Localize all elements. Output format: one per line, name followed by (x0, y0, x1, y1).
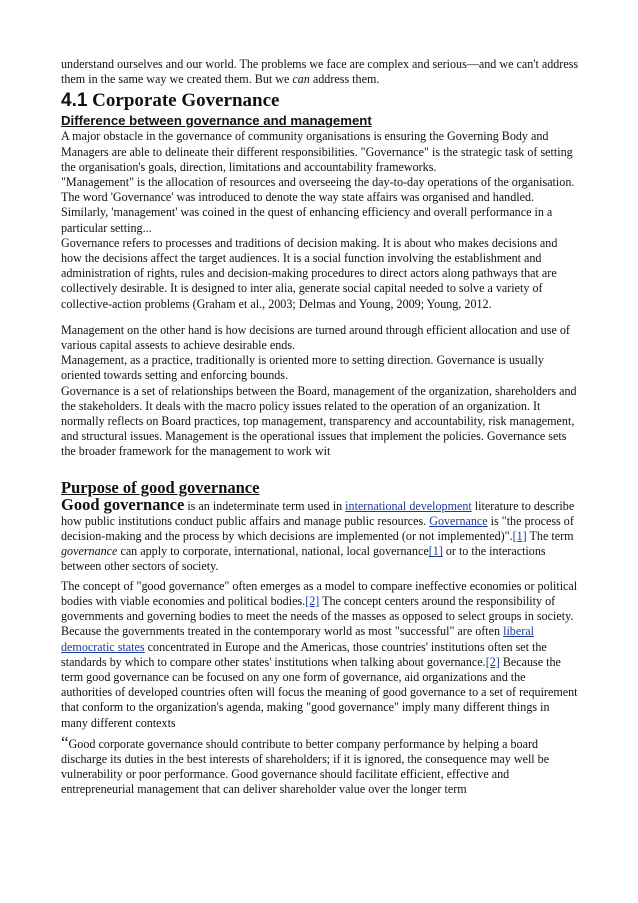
spacer (61, 460, 579, 472)
section-title-text: Corporate Governance (92, 90, 280, 112)
intro-emphasis: can (292, 72, 310, 87)
intro-text-2: address them. (309, 72, 380, 87)
paragraph-5: Management on the other hand is how decisions are turned around through efficient allocation and use of various capital assests to achieve desirable ends. (61, 322, 570, 353)
text-run: concentrated in Europe and the Americas, those countries' institutions often set the standards by which to compare other states' institutions when talking about governance. (61, 639, 547, 669)
reference-1-link[interactable]: [1] (428, 544, 443, 559)
paragraph-4: Governance refers to processes and traditions of decision making. It is about who makes decisions and how the decisions affect the target audiences. It is a social function involving the establishment and administration of rights, rules and decision-making procedures to direct actors along pathways that are collectively desirable. It is designed to inter alia, generate social capital needed to solve a variety of collective-action problems (Graham et al., 2003; Delmas and Young, 2009; Young, 2012. (61, 235, 558, 311)
purpose-heading: Purpose of good governance (61, 477, 260, 497)
spacer (61, 312, 579, 323)
text-run: is an indeterminate term used in (184, 498, 346, 513)
governance-emphasis: governance (61, 544, 118, 559)
open-quote: “ (61, 732, 69, 752)
text-run: literature to describe how public institutions conduct public affairs and manage public resources. (61, 498, 575, 528)
document-page (61, 57, 579, 798)
text-run: The concept of "good governance" often emerges as a model to compare ineffective economies or political bodies with viable economies and political bodies. (61, 578, 578, 608)
intro-text-1: understand ourselves and our world. The problems we face are complex and serious—and we can't address them in the same way we created them. But we (61, 57, 579, 87)
text-run: can apply to corporate, international, national, local governance (117, 544, 429, 559)
governance-link[interactable]: Governance (429, 513, 488, 528)
paragraph-3: The word 'Governance' was introduced to denote the way state affairs was organised and handled. Similarly, 'management' was coined in the quest of enhancing efficiency and overall performance in a particular setting... (61, 190, 553, 235)
section-title (61, 91, 579, 111)
intro-paragraph (61, 57, 579, 87)
purpose-paragraph-2 (61, 579, 579, 731)
sub-heading: Difference between governance and management (61, 113, 372, 129)
purpose-paragraph-1 (61, 494, 579, 575)
reference-2-link[interactable]: [2] (485, 654, 500, 669)
text-run: is "the process of decision-making and the process by which decisions are implemented (or not implemented)". (61, 513, 574, 544)
paragraph-2: "Management" is the allocation of resources and overseeing the day-to-day operations of the organisation. (61, 175, 575, 190)
paragraph-1: A major obstacle in the governance of community organisations is ensuring the Governing Body and Managers are able to delineate their different responsibilities. "Governance" is the strategic task of setting the organisation's goals, direction, limitations and accountability frameworks. (61, 129, 573, 174)
paragraph-6: Management, as a practice, traditionally is oriented more to setting direction. Governance is usually oriented towards setting and enforcing bounds. (61, 353, 544, 383)
reference-2-link[interactable]: [2] (305, 593, 320, 608)
text-run: The concept centers around the responsibility of governments and governing bodies to meet the needs of the masses as opposed to select groups in society. Because the governments treated in the contemporary world as most "successful" are often (61, 593, 574, 639)
text-run: The term (526, 529, 574, 544)
text-run: Because the term good governance can be focused on any one form of governance, aid organizations and the authorities of developed countries often will focus the meaning of good governance to a set of requirement that conform to the organization's agenda, making "good governance" imply many different things in many different contexts (61, 654, 578, 730)
text-run: or to the interactions between other sectors of society. (61, 544, 546, 574)
paragraph-7: Governance is a set of relationships between the Board, management of the organization, shareholders and the stakeholders. It deals with the macro policy issues related to the operation of an organization. It normally reflects on Board practices, top management, transparency and accountability, risk management, and structural issues. Management is the operational issues that implement the policies. Governance sets the broader framework for the management to work wit (61, 383, 577, 459)
international-development-link[interactable]: international development (345, 498, 472, 513)
liberal-democratic-states-link[interactable]: liberal democratic states (61, 624, 534, 654)
reference-1-link[interactable]: [1] (512, 529, 527, 544)
text-run: Good corporate governance should contribute to better company performance by helping a board discharge its duties in the best interests of shareholders; if it is ignored, the consequence may well be vulnerability or poor performance. Good governance should facilitate efficient, effective and entrepreneurial management that can deliver shareholder value over the longer term (61, 736, 550, 797)
lead-term: Good governance (61, 494, 185, 514)
purpose-paragraph-3 (61, 732, 579, 798)
section-number: 4.1 (61, 90, 88, 112)
